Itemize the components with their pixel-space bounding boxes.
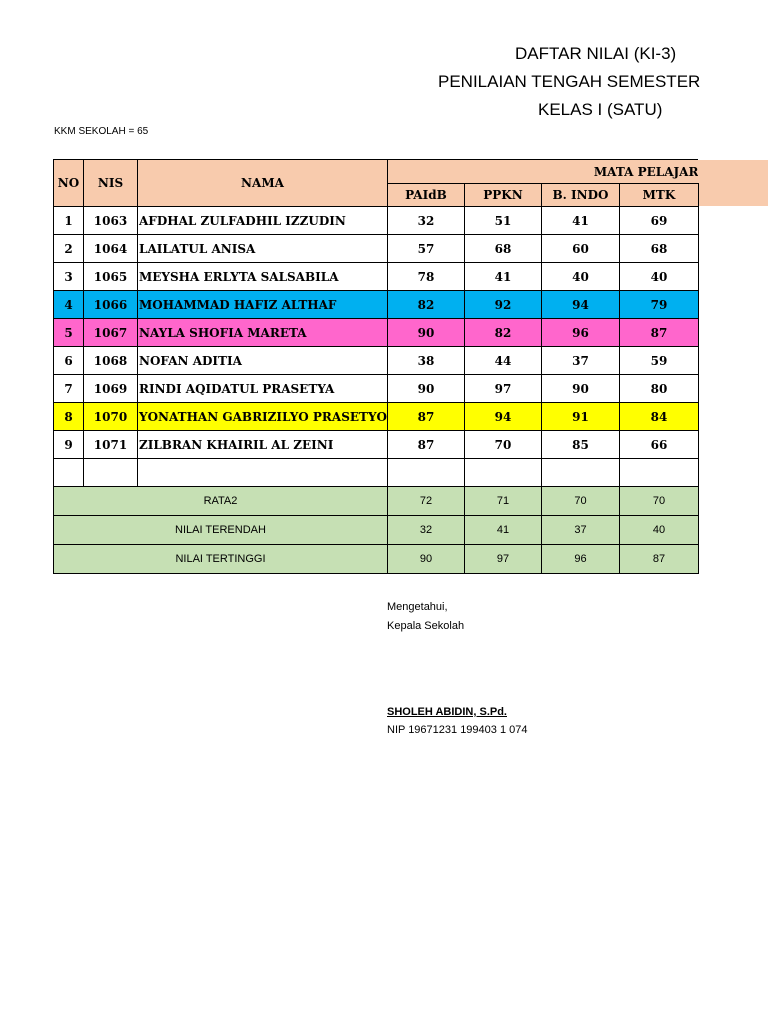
cell-score: 68 [464,235,541,263]
header-subject: PAIdB [387,184,464,207]
cell-score: 80 [619,375,698,403]
cell-nama: LAILATUL ANISA [138,235,388,263]
cell-no: 5 [54,319,84,347]
cell-nama: MEYSHA ERLYTA SALSABILA [138,263,388,291]
cell-score: 44 [464,347,541,375]
cell-score: 32 [387,207,464,235]
header-subject: PPKN [464,184,541,207]
cell-no: 7 [54,375,84,403]
cell-score: 90 [387,375,464,403]
cell-nis: 1065 [84,263,138,291]
student-rows [54,207,699,459]
cell-score: 40 [541,263,619,291]
table-row [54,235,699,263]
summary-value: 72 [387,487,464,516]
cell-score: 79 [619,291,698,319]
cell-nama: AFDHAL ZULFADHIL IZZUDIN [138,207,388,235]
summary-value: 32 [387,516,464,545]
cell-no: 2 [54,235,84,263]
cell-nis: 1067 [84,319,138,347]
cell-score: 90 [387,319,464,347]
cell-nis: 1066 [84,291,138,319]
cell-score: 94 [464,403,541,431]
table-row [54,375,699,403]
cell-score: 69 [619,207,698,235]
cell-score: 97 [464,375,541,403]
signature-acknowledged: Mengetahui, [387,601,448,613]
header-overflow-fill [698,160,768,206]
summary-value: 97 [464,545,541,574]
cell-score: 37 [541,347,619,375]
cell-score: 87 [387,431,464,459]
cell-score: 87 [387,403,464,431]
cell-score: 78 [387,263,464,291]
kkm-label: KKM SEKOLAH = 65 [54,126,149,137]
cell-nama: NOFAN ADITIA [138,347,388,375]
table-row [54,207,699,235]
cell-score: 82 [387,291,464,319]
empty-row [54,459,699,487]
summary-value: 70 [619,487,698,516]
cell-nama: RINDI AQIDATUL PRASETYA [138,375,388,403]
cell-nama: NAYLA SHOFIA MARETA [138,319,388,347]
cell-score: 59 [619,347,698,375]
cell-score: 70 [464,431,541,459]
cell-score: 90 [541,375,619,403]
cell-score: 41 [541,207,619,235]
header-mata-pelajaran: MATA PELAJAR [387,160,698,184]
cell-score: 40 [619,263,698,291]
summary-value: 96 [541,545,619,574]
signature-name: SHOLEH ABIDIN, S.Pd. [387,706,507,718]
cell-score: 87 [619,319,698,347]
cell-score: 82 [464,319,541,347]
cell-nis: 1064 [84,235,138,263]
table-row [54,291,699,319]
table-row [54,431,699,459]
cell-score: 91 [541,403,619,431]
header-nis: NIS [84,160,138,207]
title-line-3: KELAS I (SATU) [538,100,663,119]
cell-nama: MOHAMMAD HAFIZ ALTHAF [138,291,388,319]
cell-score: 41 [464,263,541,291]
cell-score: 94 [541,291,619,319]
cell-score: 60 [541,235,619,263]
cell-no: 1 [54,207,84,235]
summary-row [54,487,699,516]
summary-value: 37 [541,516,619,545]
cell-score: 57 [387,235,464,263]
header-subject: B. INDO [541,184,619,207]
summary-rows [54,487,699,574]
cell-score: 68 [619,235,698,263]
summary-value: 71 [464,487,541,516]
cell-nis: 1063 [84,207,138,235]
table-row [54,263,699,291]
cell-score: 96 [541,319,619,347]
summary-value: 41 [464,516,541,545]
signature-role: Kepala Sekolah [387,620,465,632]
cell-nis: 1069 [84,375,138,403]
cell-no: 9 [54,431,84,459]
table-row [54,347,699,375]
cell-no: 8 [54,403,84,431]
cell-nis: 1070 [84,403,138,431]
summary-row [54,516,699,545]
signature-nip: NIP 19671231 199403 1 074 [387,724,528,736]
cell-score: 84 [619,403,698,431]
summary-value: 70 [541,487,619,516]
cell-no: 4 [54,291,84,319]
header-subject: MTK [619,184,698,207]
cell-score: 66 [619,431,698,459]
cell-nis: 1068 [84,347,138,375]
cell-no: 6 [54,347,84,375]
table-row [54,319,699,347]
title-line-1: DAFTAR NILAI (KI-3) [515,44,677,63]
cell-score: 38 [387,347,464,375]
grades-table [53,159,699,574]
summary-value: 40 [619,516,698,545]
title-line-2: PENILAIAN TENGAH SEMESTER [438,72,701,91]
header-nama: NAMA [138,160,388,207]
cell-no: 3 [54,263,84,291]
summary-label: NILAI TERTINGGI [54,545,388,574]
cell-score: 92 [464,291,541,319]
summary-label: RATA2 [54,487,388,516]
header-no: NO [54,160,84,207]
cell-nama: YONATHAN GABRIZILYO PRASETYO [138,403,388,431]
table-row [54,403,699,431]
cell-score: 51 [464,207,541,235]
summary-value: 90 [387,545,464,574]
summary-row [54,545,699,574]
cell-nama: ZILBRAN KHAIRIL AL ZEINI [138,431,388,459]
summary-value: 87 [619,545,698,574]
cell-nis: 1071 [84,431,138,459]
cell-score: 85 [541,431,619,459]
summary-label: NILAI TERENDAH [54,516,388,545]
